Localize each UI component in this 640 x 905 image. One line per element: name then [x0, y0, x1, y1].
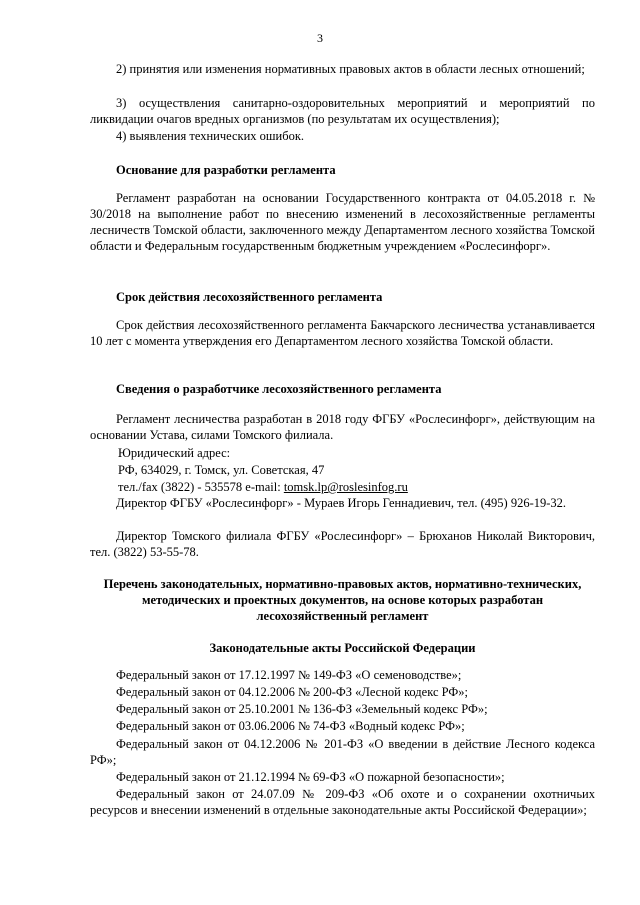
developer-heading: Сведения о разработчике лесохозяйственного регламента	[116, 382, 442, 396]
law-item: Федеральный закон от 04.12.2006 № 201-ФЗ «О введении в действие Лесного кодекса РФ»;	[90, 737, 595, 767]
basis-text: Регламент разработан на основании Государственного контракта от 04.05.2018 г. № 30/2018 на выполнение работ по внесению изменений в лесохозяйственные регламенты лесничеств Томской области, заключенного между Департаментом лесного хозяйства Томской области и Федеральным государственным бюджетным учреждением «Рослесинфорг».	[90, 191, 595, 253]
law-item: Федеральный закон от 03.06.2006 № 74-ФЗ «Водный кодекс РФ»;	[116, 719, 465, 733]
phone-text: тел./fax (3822) - 535578 e-mail:	[118, 480, 284, 494]
contact-line	[90, 479, 623, 495]
list-item-3: 3) осуществления санитарно-оздоровительных мероприятий и мероприятий по ликвидации очагов вредных организмов (по результатам их осуществления);	[90, 96, 595, 126]
term-heading: Срок действия лесохозяйственного регламента	[116, 290, 383, 304]
list-item-4: 4) выявления технических ошибок.	[116, 129, 305, 143]
documents-list-heading: Перечень законодательных, нормативно-правовых актов, нормативно-технических, методических и проектных документов, на основе которых разработан лесохозяйственный регламент	[103, 577, 582, 623]
law-item: Федеральный закон от 24.07.09 № 209-ФЗ «Об охоте и о сохранении охотничьих ресурсов и внесении изменений в отдельные законодательные акты Российской Федерации»;	[90, 787, 595, 817]
director-line: Директор ФГБУ «Рослесинфорг» - Мураев Игорь Геннадиевич, тел. (495) 926-19-32.	[116, 496, 567, 510]
law-item: Федеральный закон от 25.10.2001 № 136-ФЗ «Земельный кодекс РФ»;	[116, 702, 488, 716]
branch-director-line: Директор Томского филиала ФГБУ «Рослесинфорг» – Брюханов Николай Викторович, тел. (3822) 53-55-78.	[90, 529, 595, 559]
list-item-2: 2) принятия или изменения нормативных правовых актов в области лесных отношений;	[116, 62, 585, 76]
address-line: РФ, 634029, г. Томск, ул. Советская, 47	[118, 463, 325, 477]
law-item: Федеральный закон от 04.12.2006 № 200-ФЗ «Лесной кодекс РФ»;	[116, 685, 468, 699]
basis-heading: Основание для разработки регламента	[116, 163, 336, 177]
email-link[interactable]: tomsk.lp@roslesinfog.ru	[283, 480, 408, 494]
law-item: Федеральный закон от 17.12.1997 № 149-ФЗ «О семеноводстве»;	[116, 668, 462, 682]
laws-heading: Законодательные акты Российской Федерации	[209, 641, 476, 655]
term-text: Срок действия лесохозяйственного регламента Бакчарского лесничества устанавливается 10 лет с момента утверждения его Департаментом лесного хозяйства Томской области.	[90, 318, 595, 348]
developer-text: Регламент лесничества разработан в 2018 году ФГБУ «Рослесинфорг», действующим на основании Устава, силами Томского филиала.	[90, 412, 595, 442]
page-number: 3	[317, 31, 323, 45]
law-item: Федеральный закон от 21.12.1994 № 69-ФЗ «О пожарной безопасности»;	[116, 770, 505, 784]
address-label: Юридический адрес:	[118, 446, 231, 460]
